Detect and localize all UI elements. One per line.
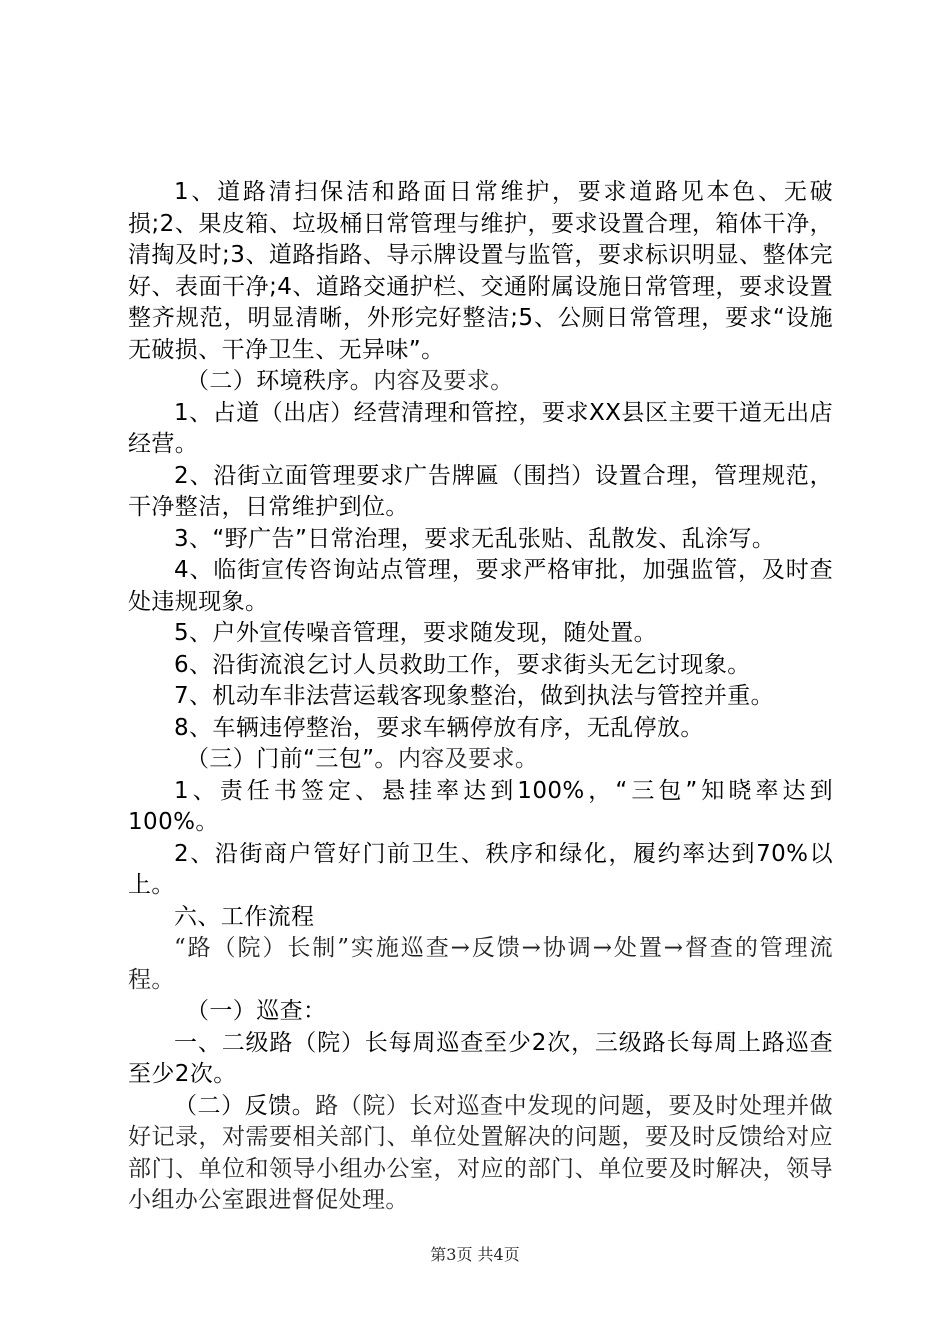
paragraph-vagrant-relief: 6、沿街流浪乞讨人员救助工作，要求街头无乞讨现象。: [174, 651, 751, 678]
paragraph-merchant-compliance: 2、沿街商户管好门前卫生、秩序和绿化，履约率达到70%以上。: [128, 840, 833, 898]
paragraph-illegal-taxi: 7、机动车非法营运载客现象整治，做到执法与管控并重。: [174, 683, 775, 709]
heading-environment-order-note: 内容及要求。: [373, 368, 514, 394]
paragraph-outdoor-noise: 5、户外宣传噪音管理，要求随发现，随处置。: [174, 620, 658, 646]
paragraph-inspection-frequency: 一、二级路（院）长每周巡查至少2次，三级路长每周上路巡查至少2次。: [128, 1029, 833, 1087]
subheading-inspection: （一）巡查：: [186, 998, 327, 1024]
paragraph-promo-stations: 4、临街宣传咨询站点管理，要求严格审批，加强监管，及时查处违规现象。: [128, 557, 833, 615]
paragraph-responsibility-letter: 1、责任书签定、悬挂率达到100%，“三包”知晓率达到100%。: [128, 777, 833, 835]
page-footer: 第3页 共4页: [430, 1245, 520, 1264]
paragraph-street-vending: 1、占道（出店）经营清理和管控，要求XX县区主要干道无出店经营。: [128, 399, 833, 457]
paragraph-environment-order-heading: [128, 366, 833, 398]
heading-environment-order: （二）环境秩序。: [186, 368, 374, 394]
paragraph-three-guarantees-heading: [128, 744, 833, 776]
paragraph-sanitation-requirements: 1、道路清扫保洁和路面日常维护，要求道路见本色、无破损;2、果皮箱、垃圾桶日常管理与维护，要求设置合理，箱体干净，清掏及时;3、道路指路、导示牌设置与监管，要求标识明显、整体完好、表面干净;4、道路交通护栏、交通附属设施日常管理，要求设置整齐规范，明显清晰，外形完好整洁;5、公厕日常管理，要求“设施无破损、干净卫生、无异味”。: [128, 179, 833, 363]
document-body: [128, 177, 833, 1217]
paragraph-facade-management: 2、沿街立面管理要求广告牌匾（围挡）设置合理，管理规范，干净整洁，日常维护到位。: [128, 462, 833, 520]
paragraph-illegal-ads: 3、“野广告”日常治理，要求无乱张贴、乱散发、乱涂写。: [174, 525, 776, 552]
subheading-feedback: （二）反馈。: [174, 1092, 316, 1119]
section-heading-workflow: 六、工作流程: [174, 903, 315, 930]
feedback-body: 路（院）长对巡查中发现的问题，要及时处理并做好记录，对需要相关部门、单位处置解决的问题，要及时反馈给对应部门、单位和领导小组办公室，对应的部门、单位要及时解决，领导小组办公室跟进督促处理。: [128, 1092, 833, 1213]
paragraph-feedback: [128, 1091, 833, 1217]
heading-three-guarantees-note: 内容及要求。: [397, 746, 539, 772]
paragraph-workflow-summary: “路（院）长制”实施巡查→反馈→协调→处置→督查的管理流程。: [128, 935, 833, 993]
heading-three-guarantees: （三）门前“三包”。: [186, 746, 398, 772]
paragraph-parking: 8、车辆违停整治，要求车辆停放有序，无乱停放。: [174, 714, 704, 741]
